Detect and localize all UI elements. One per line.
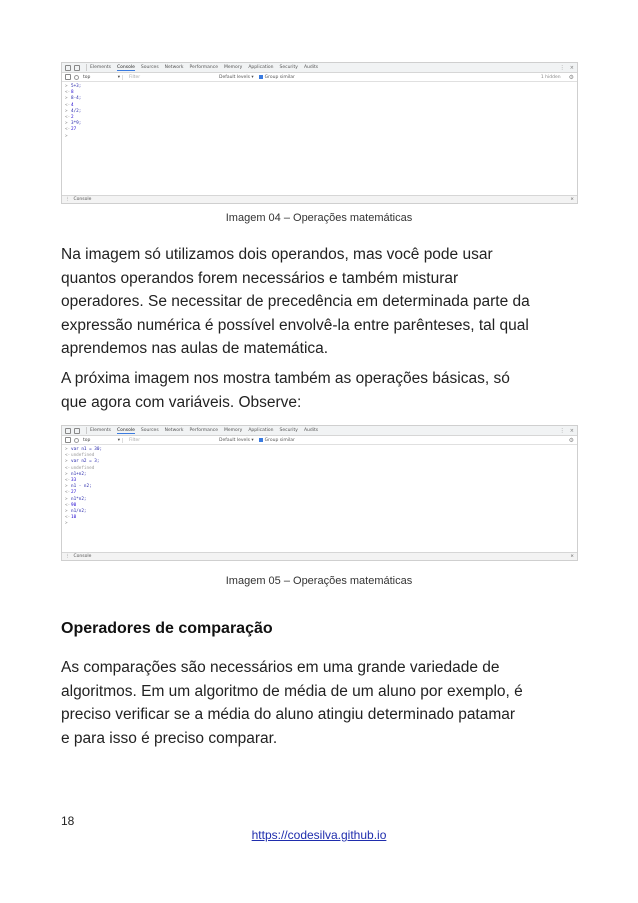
more-icon[interactable]: ⋮ <box>65 554 70 559</box>
console-output <box>62 445 577 527</box>
console-prompt: > <box>65 508 68 514</box>
console-prompt: <· <box>65 477 71 483</box>
context-selector[interactable]: top ▾ <box>83 438 123 443</box>
console-drawer <box>62 195 577 203</box>
filter-input[interactable]: Filter <box>129 437 141 443</box>
console-text: n1*n2; <box>71 496 87 502</box>
tab-application[interactable]: Application <box>248 428 274 433</box>
tab-audits[interactable]: Audits <box>303 428 319 433</box>
console-prompt: > <box>65 447 68 452</box>
console-text: 27 <box>71 127 77 133</box>
console-text: 90 <box>71 502 77 508</box>
console-output <box>62 82 577 140</box>
tab-elements[interactable]: Elements <box>90 65 111 70</box>
tab-elements[interactable]: Elements <box>90 428 111 433</box>
tab-network[interactable]: Network <box>164 65 184 70</box>
close-icon[interactable]: × <box>569 427 574 434</box>
console-prompt: > <box>65 108 68 114</box>
console-text: undefined <box>71 465 95 471</box>
devtools-screenshot-1 <box>61 62 578 204</box>
console-text: 8-4; <box>71 96 82 102</box>
paragraph-2: A próxima imagem nos mostra também as operações básicas, só que agora com variáveis. Observe: <box>61 370 510 411</box>
console-prompt: > <box>65 133 68 139</box>
tab-sources[interactable]: Sources <box>140 65 159 70</box>
inspect-icon[interactable] <box>65 65 71 71</box>
console-prompt: <· <box>65 490 71 496</box>
console-prompt: > <box>65 521 68 527</box>
close-icon[interactable]: × <box>569 64 574 71</box>
tab-memory[interactable]: Memory <box>224 65 243 70</box>
tab-security[interactable]: Security <box>279 428 298 433</box>
clear-console-icon[interactable] <box>74 75 79 80</box>
gear-icon[interactable]: ⚙ <box>568 436 574 444</box>
drawer-close-icon[interactable]: × <box>570 554 574 559</box>
console-text: n1/n2; <box>71 508 87 514</box>
console-prompt: <· <box>65 102 71 108</box>
console-text: n1+n2; <box>71 471 87 477</box>
console-text: 10 <box>71 515 77 521</box>
filter-input[interactable]: Filter <box>129 74 141 80</box>
inspect-icon[interactable] <box>65 428 71 434</box>
checkbox-icon[interactable] <box>259 438 263 442</box>
console-prompt: <· <box>65 114 71 120</box>
figure-caption-1: Imagem 04 – Operações matemáticas <box>225 212 413 224</box>
console-text: 8 <box>71 90 74 96</box>
console-toolbar <box>62 73 577 82</box>
console-prompt: <· <box>65 465 71 471</box>
console-drawer <box>62 552 577 560</box>
console-text: 4/2; <box>71 108 82 114</box>
console-text: 4 <box>71 102 74 108</box>
console-prompt: > <box>65 121 68 127</box>
clear-console-icon[interactable] <box>74 438 79 443</box>
page-number: 18 <box>61 814 75 828</box>
tab-sources[interactable]: Sources <box>140 428 159 433</box>
levels-dropdown[interactable]: Default levels ▾ Group similar <box>219 437 295 443</box>
more-icon[interactable]: ⋮ <box>65 197 70 202</box>
tab-network[interactable]: Network <box>164 428 184 433</box>
tab-application[interactable]: Application <box>248 65 274 70</box>
tab-performance[interactable]: Performance <box>189 428 218 433</box>
console-line <box>65 134 577 140</box>
console-toolbar <box>62 436 577 445</box>
drawer-tab-console[interactable]: Console <box>73 554 92 559</box>
figure-caption-2: Imagem 05 – Operações matemáticas <box>225 575 413 587</box>
section-heading: Operadores de comparação <box>61 620 273 637</box>
gear-icon[interactable]: ⚙ <box>568 73 574 81</box>
console-prompt: <· <box>65 453 71 459</box>
devtools-tabbar <box>62 426 577 436</box>
console-text: var n1 = 30; <box>71 447 103 452</box>
tab-memory[interactable]: Memory <box>224 428 243 433</box>
checkbox-icon[interactable] <box>259 75 263 79</box>
console-prompt: <· <box>65 90 71 96</box>
console-text: var n2 = 3; <box>71 459 100 465</box>
console-prompt: <· <box>65 502 71 508</box>
console-text: undefined <box>71 453 95 459</box>
console-text: 5+3; <box>71 84 82 89</box>
tab-audits[interactable]: Audits <box>303 65 319 70</box>
tab-performance[interactable]: Performance <box>189 65 218 70</box>
console-prompt: > <box>65 484 68 490</box>
device-toggle-icon[interactable] <box>74 428 80 434</box>
menu-icon[interactable]: ⋮ <box>559 427 565 434</box>
console-prompt: > <box>65 471 68 477</box>
drawer-tab-console[interactable]: Console <box>73 197 92 202</box>
paragraph-1: Na imagem só utilizamos dois operandos, mas você pode usar quantos operandos forem necessários e também misturar operadores. Se necessitar de precedência em determinada parte da expressão numérica é possível envolvê-la entre parênteses, tal qual aprendemos nas aulas de matemática. <box>61 246 530 357</box>
sidebar-toggle-icon[interactable] <box>65 74 71 80</box>
levels-dropdown[interactable]: Default levels ▾ Group similar <box>219 74 295 80</box>
sidebar-toggle-icon[interactable] <box>65 437 71 443</box>
menu-icon[interactable]: ⋮ <box>559 64 565 71</box>
footer-link[interactable]: https://codesilva.github.io <box>251 828 387 842</box>
device-toggle-icon[interactable] <box>74 65 80 71</box>
console-prompt: > <box>65 496 68 502</box>
console-line <box>65 521 577 527</box>
console-text: 27 <box>71 490 77 496</box>
console-text: 33 <box>71 477 77 483</box>
devtools-screenshot-2 <box>61 425 578 561</box>
console-text: 2 <box>71 114 74 120</box>
console-prompt: > <box>65 84 68 89</box>
context-selector[interactable]: top ▾ <box>83 75 123 80</box>
tab-security[interactable]: Security <box>279 65 298 70</box>
console-text: 3*9; <box>71 121 82 127</box>
console-prompt: > <box>65 96 68 102</box>
console-prompt: <· <box>65 127 71 133</box>
drawer-close-icon[interactable]: × <box>570 197 574 202</box>
tab-console[interactable]: Console <box>116 427 135 433</box>
paragraph-3: As comparações são necessários em uma grande variedade de algoritmos. Em um algoritmo de média de um aluno por exemplo, é preciso verificar se a média do aluno atingiu determinado patamar e para isso é preciso comparar. <box>61 659 523 747</box>
devtools-tabbar <box>62 63 577 73</box>
console-prompt: > <box>65 459 68 465</box>
console-prompt: <· <box>65 515 71 521</box>
tab-console[interactable]: Console <box>116 64 135 70</box>
hidden-count: 1 hidden <box>540 74 561 80</box>
console-text: n1 - n2; <box>71 484 92 490</box>
